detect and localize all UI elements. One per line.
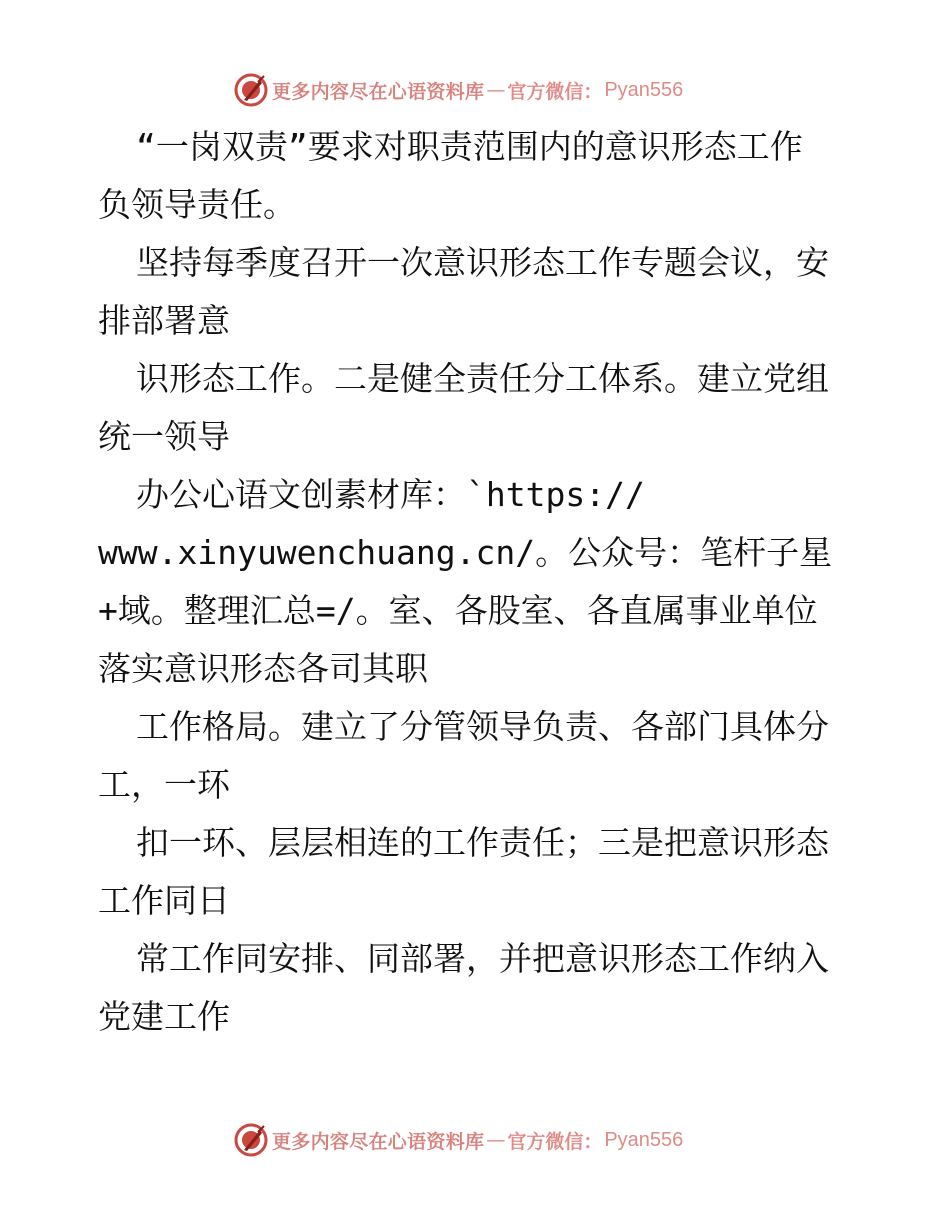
text-line: 工作格局。建立了分管领导负责、各部门具体分 bbox=[136, 707, 829, 746]
header-banner[interactable] bbox=[234, 70, 683, 110]
banner-wechat-id: Pyan556 bbox=[604, 78, 684, 101]
text-line: 工，一环 bbox=[98, 765, 230, 804]
text-line: 办公心语文创素材库：`https:// bbox=[136, 475, 645, 514]
text-line: +域。整理汇总=/。室、各股室、各直属事业单位 bbox=[98, 591, 818, 630]
text-line: 党建工作 bbox=[98, 997, 230, 1036]
banner-title: 更多内容尽在心语资料库 bbox=[272, 80, 485, 103]
banner-wechat-label: 官方微信： bbox=[507, 1130, 603, 1153]
text-line: 负领导责任。 bbox=[98, 185, 296, 224]
text-line: 工作同日 bbox=[98, 881, 230, 920]
footer-banner[interactable] bbox=[234, 1120, 683, 1160]
text-line: 排部署意 bbox=[98, 301, 230, 340]
quill-pen-logo-icon bbox=[234, 73, 268, 107]
banner-wechat-id: Pyan556 bbox=[604, 1128, 684, 1151]
text-line: 扣一环、层层相连的工作责任；三是把意识形态 bbox=[136, 823, 829, 862]
text-line: “一岗双责”要求对职责范围内的意识形态工作 bbox=[136, 127, 803, 166]
banner-separator: — bbox=[486, 79, 506, 101]
text-line: 统一领导 bbox=[98, 417, 230, 456]
text-line: 落实意识形态各司其职 bbox=[98, 649, 428, 688]
banner-title: 更多内容尽在心语资料库 bbox=[272, 1130, 485, 1153]
text-line: 坚持每季度召开一次意识形态工作专题会议，安 bbox=[136, 243, 829, 282]
document-body bbox=[98, 118, 858, 1046]
text-line: www.xinyuwenchuang.cn/。公众号：笔杆子星 bbox=[98, 533, 833, 572]
banner-separator: — bbox=[486, 1129, 506, 1151]
banner-wechat-label: 官方微信： bbox=[507, 80, 603, 103]
quill-pen-logo-icon bbox=[234, 1123, 268, 1157]
text-line: 常工作同安排、同部署，并把意识形态工作纳入 bbox=[136, 939, 829, 978]
text-line: 识形态工作。二是健全责任分工体系。建立党组 bbox=[136, 359, 829, 398]
